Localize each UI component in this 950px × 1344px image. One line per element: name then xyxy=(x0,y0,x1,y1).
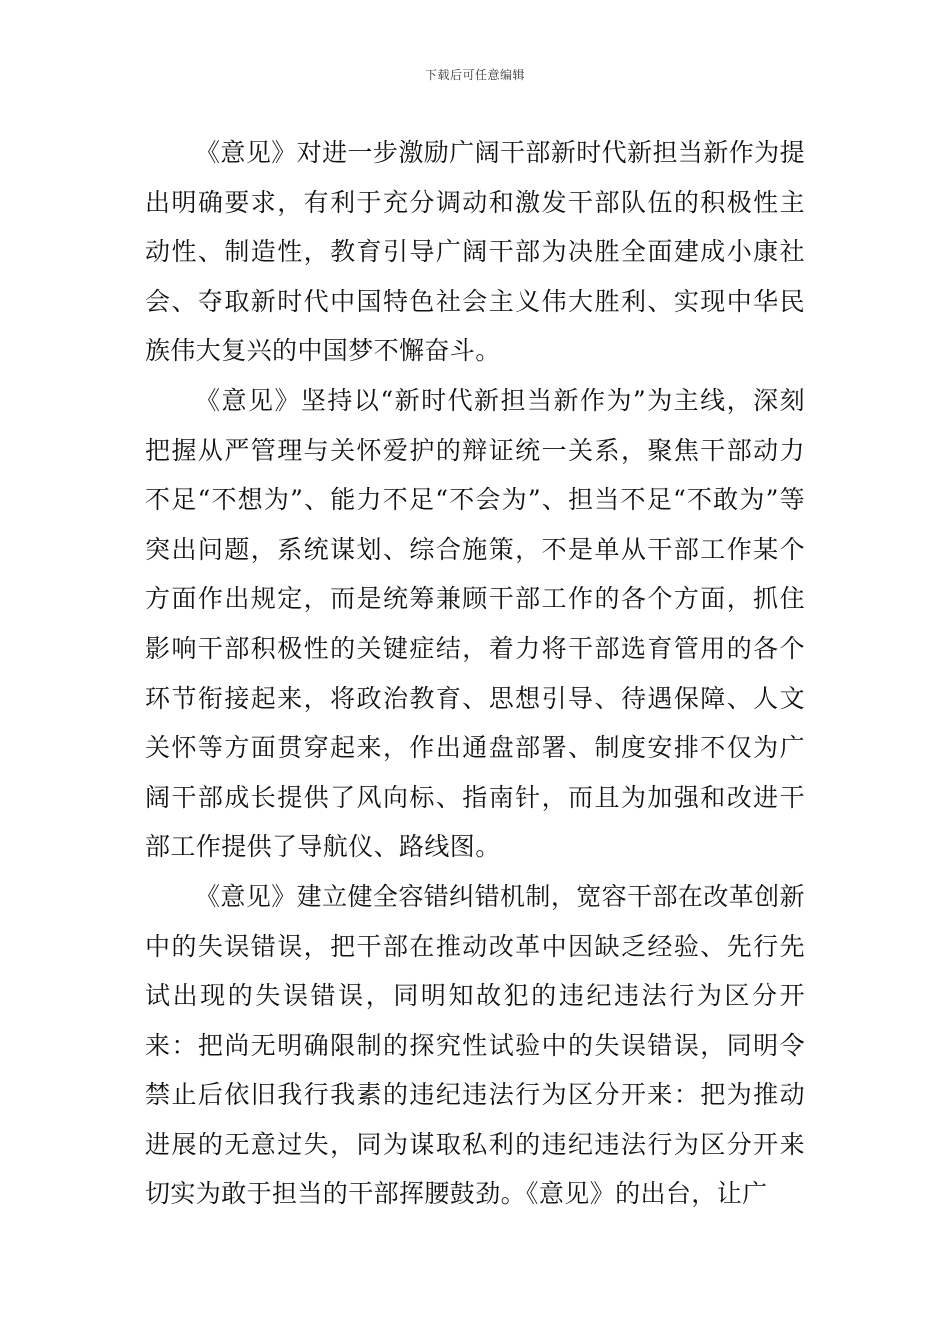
paragraph-1: 《意见》对进一步激励广阔干部新时代新担当新作为提出明确要求，有利于充分调动和激发干部队伍的积极性主动性、制造性，教育引导广阔干部为决胜全面建成小康社会、夺取新时代中国特色社会主义伟大胜利、实现中华民族伟大复兴的中国梦不懈奋斗。 xyxy=(145,138,805,366)
document-body xyxy=(145,128,805,1219)
download-note: 下载后可任意编辑 xyxy=(424,68,525,82)
paragraph-2: 《意见》坚持以“新时代新担当新作为”为主线，深刻把握从严管理与关怀爱护的辩证统一关系，聚焦干部动力不足“不想为”、能力不足“不会为”、担当不足“不敢为”等突出问题，系统谋划、综合施策，不是单从干部工作某个方面作出规定，而是统筹兼顾干部工作的各个方面，抓住影响干部积极性的关键症结，着力将干部选育管用的各个环节衔接起来，将政治教育、思想引导、待遇保障、人文关怀等方面贯穿起来，作出通盘部署、制度安排不仅为广阔干部成长提供了风向标、指南针，而且为加强和改进干部工作提供了导航仪、路线图。 xyxy=(145,385,805,862)
paragraph-3: 《意见》建立健全容错纠错机制，宽容干部在改革创新中的失误错误，把干部在推动改革中因缺乏经验、先行先试出现的失误错误，同明知故犯的违纪违法行为区分开来：把尚无明确限制的探究性试验中的失误错误，同明令禁止后依旧我行我素的违纪违法行为区分开来：把为推动进展的无意过失，同为谋取私利的违纪违法行为区分开来切实为敢于担当的干部挥腰鼓劲。《意见》的出台，让广 xyxy=(145,881,805,1209)
